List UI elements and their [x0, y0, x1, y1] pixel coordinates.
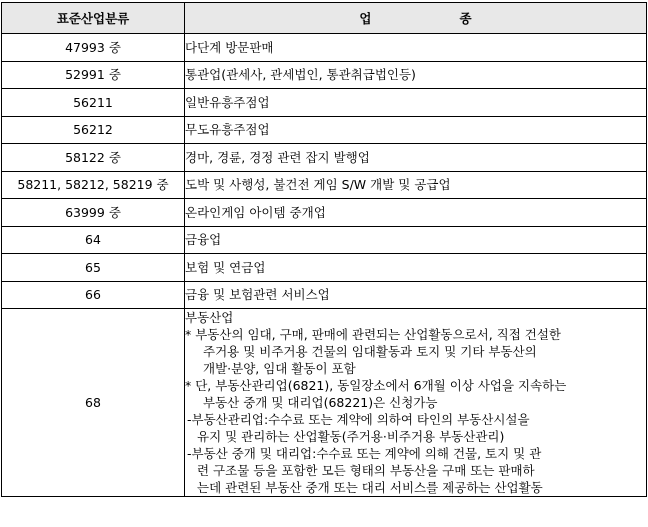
industry-table	[1, 2, 647, 497]
industry-cell: 다단계 방문판매	[185, 34, 647, 62]
note-line: -부동산관리업:수수료 또는 계약에 의하여 타인의 부동산시설을	[187, 412, 530, 427]
code-cell: 66	[2, 281, 185, 309]
industry-cell: 온라인게임 아이템 중개업	[185, 199, 647, 227]
industry-cell: 금융업	[185, 226, 647, 254]
note-line: 련 구조물 등을 포함한 모든 형태의 부동산을 구매 또는 판매하	[197, 463, 535, 478]
header-industry	[185, 3, 647, 34]
industry-cell: 무도유흥주점업	[185, 116, 647, 144]
note-line: 유지 및 관리하는 산업활동(주거용·비주거용 부동산관리)	[197, 429, 505, 444]
industry-cell: 통관업(관세사, 관세법인, 통관취급법인등)	[185, 61, 647, 89]
table-row	[2, 144, 647, 172]
code-cell: 47993 중	[2, 34, 185, 62]
real-estate-title: 부동산업	[185, 310, 234, 325]
header-char-1: 업	[359, 10, 372, 26]
note-line: * 단, 부동산관리업(6821), 동일장소에서 6개월 이상 사업을 지속하는	[185, 378, 567, 393]
industry-cell: 도박 및 사행성, 불건전 게임 S/W 개발 및 공급업	[185, 171, 647, 199]
code-cell: 65	[2, 254, 185, 282]
code-cell: 56211	[2, 89, 185, 117]
code-cell: 68	[2, 309, 185, 497]
table-row	[2, 116, 647, 144]
table-row	[2, 199, 647, 227]
table-row	[2, 281, 647, 309]
note-line: 는데 관련된 부동산 중개 또는 대리 서비스를 제공하는 산업활동	[197, 480, 543, 495]
table-row	[2, 171, 647, 199]
table-row	[2, 226, 647, 254]
header-row	[2, 3, 647, 34]
code-cell: 64	[2, 226, 185, 254]
code-cell: 52991 중	[2, 61, 185, 89]
note-line: * 부동산의 임대, 구매, 판매에 관련되는 산업활동으로서, 직접 건설한	[185, 327, 561, 342]
industry-cell: 일반유흥주점업	[185, 89, 647, 117]
real-estate-row	[2, 309, 647, 497]
header-classification: 표준산업분류	[2, 3, 185, 34]
real-estate-description	[185, 309, 647, 497]
code-cell: 58122 중	[2, 144, 185, 172]
table-row	[2, 254, 647, 282]
industry-cell: 보험 및 연금업	[185, 254, 647, 282]
note-line: -부동산 중개 및 대리업:수수료 또는 계약에 의해 건물, 토지 및 관	[187, 446, 542, 461]
table-row	[2, 34, 647, 62]
industry-cell: 경마, 경륜, 경정 관련 잡지 발행업	[185, 144, 647, 172]
code-cell: 58211, 58212, 58219 중	[2, 171, 185, 199]
header-char-2: 종	[459, 10, 472, 26]
table-row	[2, 61, 647, 89]
industry-cell: 금융 및 보험관련 서비스업	[185, 281, 647, 309]
note-line: 부동산 중개 및 대리업(68221)은 신청가능	[203, 395, 438, 410]
table-row	[2, 89, 647, 117]
note-line: 개발·분양, 임대 활동이 포함	[203, 361, 356, 376]
note-line: 주거용 및 비주거용 건물의 임대활동과 토지 및 기타 부동산의	[203, 344, 537, 359]
code-cell: 63999 중	[2, 199, 185, 227]
code-cell: 56212	[2, 116, 185, 144]
